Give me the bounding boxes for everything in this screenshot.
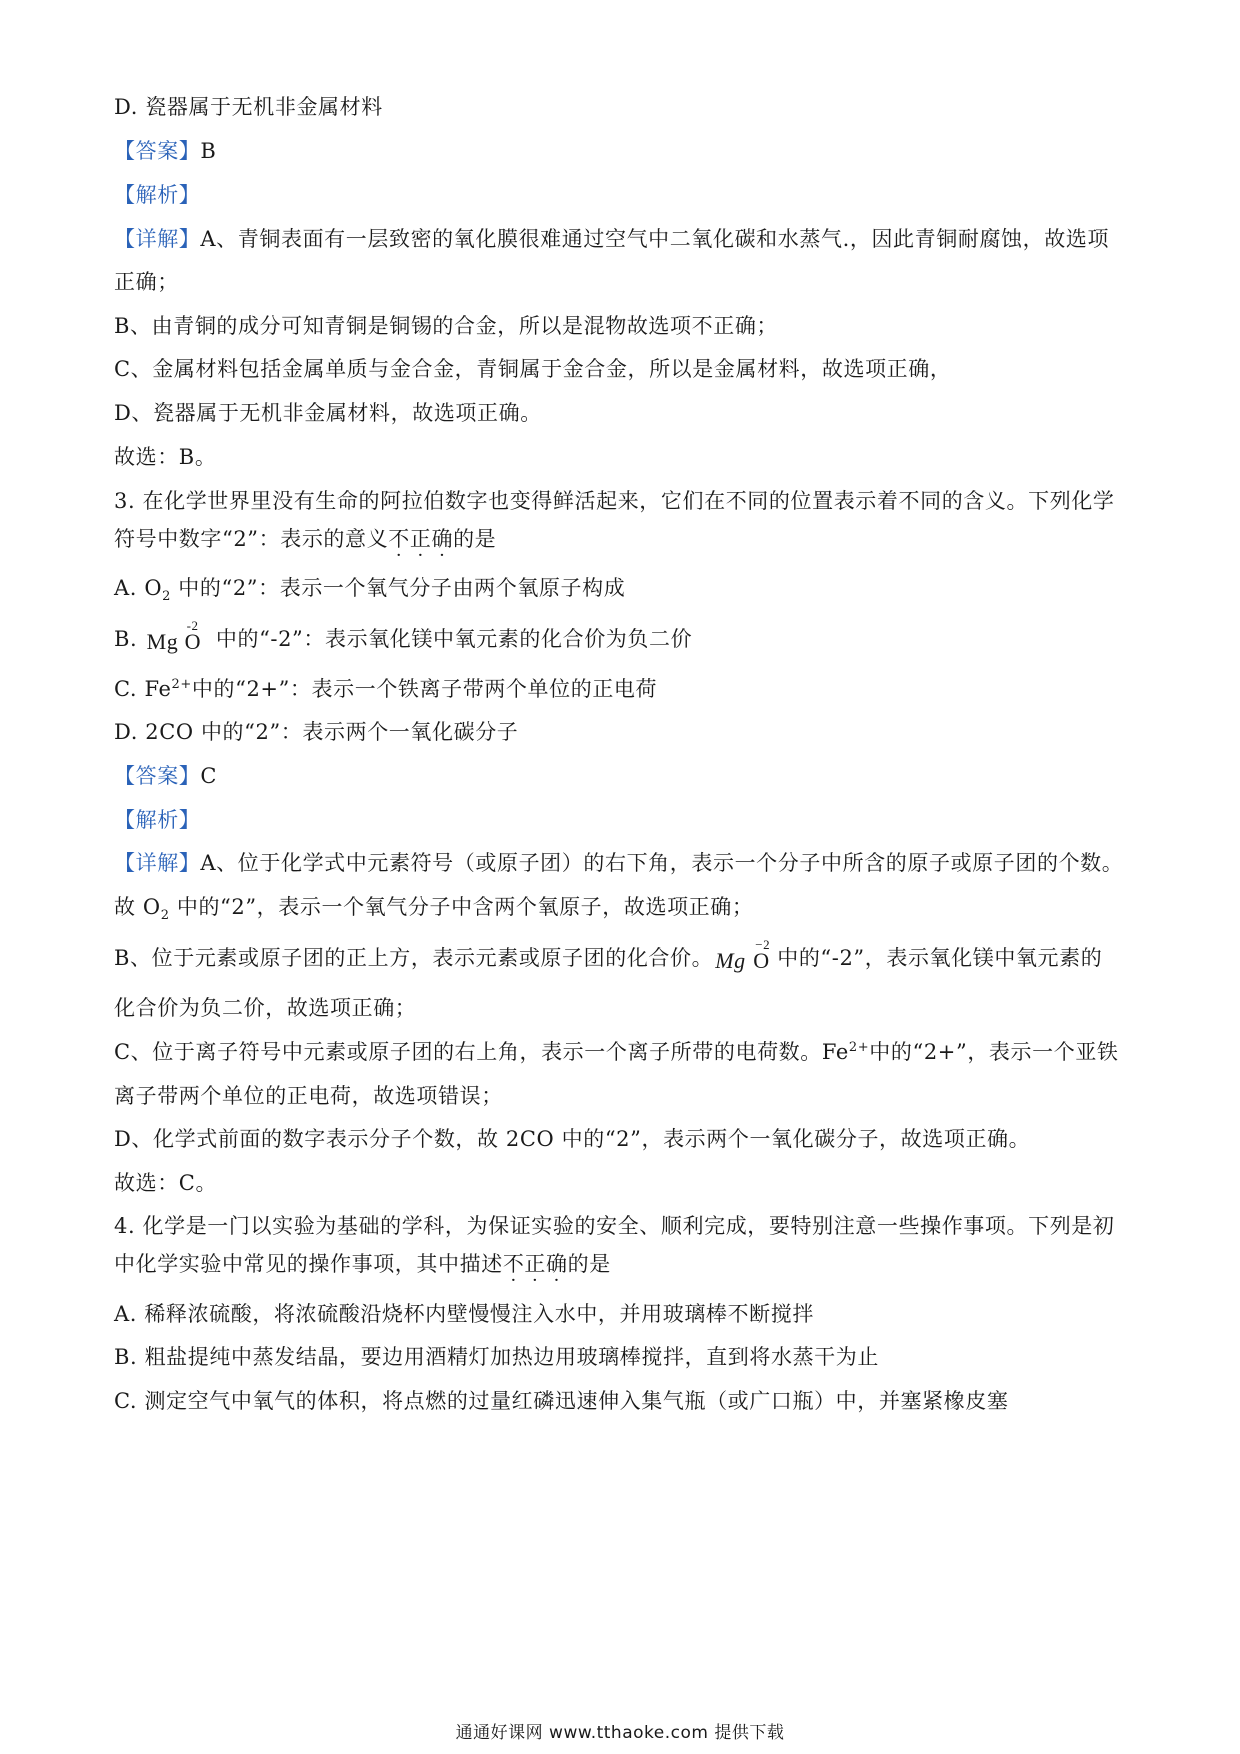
- detail-tag: 【详解】: [114, 851, 201, 875]
- q3-analysis-tag: 【解析】: [114, 808, 201, 832]
- q2-option-d: D. 瓷器属于无机非金属材料: [114, 95, 383, 119]
- q3-detail-a-line2: [114, 893, 754, 924]
- q3-stem-line2: [114, 525, 496, 553]
- q4-option-b: B. 粗盐提纯中蒸发结晶，要边用酒精灯加热边用玻璃棒搅拌，直到将水蒸干为止: [114, 1345, 879, 1369]
- emphasis-char: 正: [524, 1252, 547, 1276]
- detail-text: C、位于离子符号中元素或原子团的右上角，表示一个离子所带的电荷数。Fe: [114, 1040, 849, 1064]
- subscript: 2: [160, 908, 170, 924]
- q4-option-a: A. 稀释浓硫酸，将浓硫酸沿烧杯内壁慢慢注入水中，并用玻璃棒不断搅拌: [114, 1302, 814, 1326]
- q3-detail-b-line2: 化合价为负二价，故选项正确；: [114, 996, 417, 1020]
- q2-detail-d: D、瓷器属于无机非金属材料，故选项正确。: [114, 401, 542, 425]
- answer-tag: 【答案】: [114, 139, 201, 163]
- formula-element: Mg: [146, 629, 179, 654]
- detail-text: 故 O: [114, 895, 161, 919]
- q2-detail-a-line1: [114, 225, 1109, 253]
- option-label: B.: [114, 627, 138, 651]
- emphasis-char: 不: [388, 527, 410, 551]
- q4-option-c: C. 测定空气中氧气的体积，将点燃的过量红磷迅速伸入集气瓶（或广口瓶）中，并塞紧橡皮塞: [114, 1389, 1009, 1413]
- q2-detail-a-line2: 正确；: [114, 270, 179, 294]
- q2-detail-c: C、金属材料包括金属单质与金合金，青铜属于金合金，所以是金属材料，故选项正确，: [114, 357, 952, 381]
- q3-detail-a-line1: [114, 849, 1123, 877]
- q3-option-d: D. 2CO 中的“2”：表示两个一氧化碳分子: [114, 720, 519, 744]
- q3-option-b: [114, 618, 693, 656]
- formula-oxygen: O: [753, 948, 770, 973]
- q3-option-c: [114, 675, 657, 703]
- detail-text: 中的“2+”，表示一个亚铁: [869, 1040, 1119, 1064]
- emphasis-char: 确: [546, 1252, 568, 1276]
- q3-answer: [114, 762, 217, 790]
- page-footer: 通通好课网 www.tthaoke.com 提供下载: [455, 1723, 785, 1743]
- q3-detail-b-line1: [114, 937, 1103, 975]
- mgo-formula: [713, 937, 777, 975]
- stem-text: 中化学实验中常见的操作事项，其中描述: [114, 1252, 503, 1276]
- superscript: 2+: [848, 1040, 870, 1055]
- q2-analysis-tag: 【解析】: [114, 183, 201, 207]
- formula-element: Mg: [715, 948, 746, 973]
- stem-text: 的是: [567, 1252, 611, 1276]
- q3-detail-c-line1: [114, 1038, 1119, 1066]
- q3-stem-line1: 3. 在化学世界里没有生命的阿拉伯数字也变得鲜活起来，它们在不同的位置表示着不同的含义。下列化学: [114, 489, 1115, 513]
- detail-text: 中的“-2”，表示氧化镁中氧元素的: [777, 946, 1103, 970]
- formula-valence: -2: [186, 618, 199, 633]
- detail-text: B、位于元素或原子团的正上方，表示元素或原子团的化合价。: [114, 946, 714, 970]
- q4-stem-line2: [114, 1250, 611, 1278]
- subscript: 2: [162, 589, 172, 605]
- answer-value: C: [200, 764, 218, 788]
- detail-text: 中的“2”，表示一个氧气分子中含两个氧原子，故选项正确；: [169, 895, 754, 919]
- emphasis-char: 不: [502, 1252, 525, 1276]
- detail-tag: 【详解】: [114, 227, 201, 251]
- option-text: 中的“-2”：表示氧化镁中氧元素的化合价为负二价: [208, 627, 693, 651]
- superscript: 2+: [171, 677, 192, 692]
- option-text: 中的“2”：表示一个氧气分子由两个氧原子构成: [171, 576, 626, 600]
- mgo-formula: [145, 618, 209, 656]
- q3-detail-c-line2: 离子带两个单位的正电荷，故选项错误；: [114, 1084, 503, 1108]
- q3-detail-d: D、化学式前面的数字表示分子个数，故 2CO 中的“2”，表示两个一氧化碳分子，故选项正确。: [114, 1127, 1031, 1151]
- option-text: C. Fe: [114, 677, 172, 701]
- detail-text: A、青铜表面有一层致密的氧化膜很难通过空气中二氧化碳和水蒸气.，因此青铜耐腐蚀，故选项: [200, 227, 1110, 251]
- detail-text: A、位于化学式中元素符号（或原子团）的右下角，表示一个分子中所含的原子或原子团的个数。: [200, 851, 1124, 875]
- formula-valence: −2: [755, 937, 771, 952]
- option-text: A. O: [114, 576, 163, 600]
- answer-tag: 【答案】: [114, 764, 201, 788]
- q4-stem-line1: 4. 化学是一门以实验为基础的学科，为保证实验的安全、顺利完成，要特别注意一些操作事项。下列是初: [114, 1214, 1115, 1238]
- q2-answer: [114, 137, 216, 165]
- q2-detail-b: B、由青铜的成分可知青铜是铜锡的合金，所以是混物故选项不正确；: [114, 314, 779, 338]
- emphasis-char: 确: [431, 527, 454, 551]
- option-text: 中的“2+”：表示一个铁离子带两个单位的正电荷: [191, 677, 658, 701]
- answer-value: B: [200, 139, 217, 163]
- emphasis-char: 正: [409, 527, 432, 551]
- stem-text: 的是: [453, 527, 497, 551]
- q2-choose: 故选：B。: [114, 445, 217, 469]
- stem-text: 符号中数字“2”：表示的意义: [114, 527, 389, 551]
- q3-choose: 故选：C。: [114, 1171, 218, 1195]
- q3-option-a: [114, 574, 626, 605]
- formula-oxygen: O: [184, 629, 202, 654]
